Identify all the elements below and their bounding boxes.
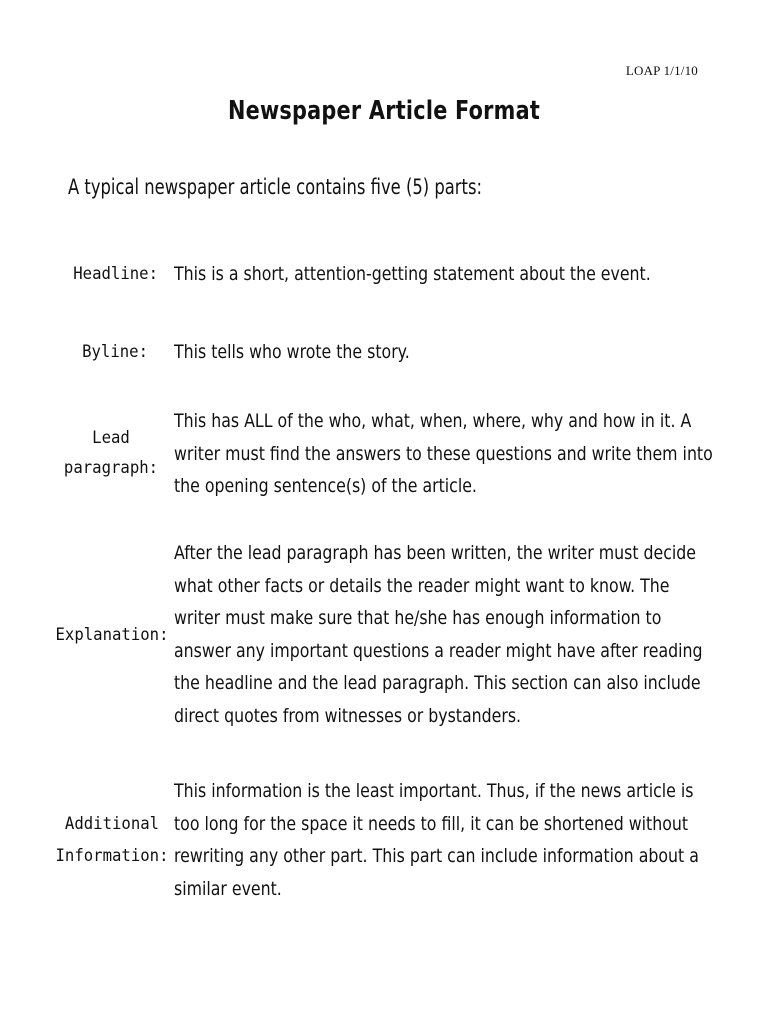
term-lead-line1: Lead: [92, 428, 130, 448]
term-byline: Byline:: [82, 342, 148, 362]
term-lead-line2: paragraph:: [63, 458, 159, 478]
term-headline: Headline:: [73, 264, 158, 284]
page-title: Newspaper Article Format: [227, 96, 541, 126]
term-lead-paragraph: [57, 423, 166, 483]
description-additional-information: This information is the least important. Thus, if the news article is too long for the space it needs to fill, it can be shortened without rewriting any other part. This part can include information about a similar event.: [174, 780, 699, 900]
description-explanation: After the lead paragraph has been written, the writer must decide what other facts or details the reader might want to know. The writer must make sure that he/she has enough information to answer any important questions a reader might have after reading the headline and the lead paragraph. This section can also include direct quotes from witnesses or bystanders.: [174, 542, 703, 727]
term-additional-line1: Additional: [64, 814, 160, 834]
intro-text: A typical newspaper article contains five (5) parts:: [68, 175, 482, 199]
description-byline: This tells who wrote the story.: [174, 341, 410, 363]
term-additional-information: [55, 808, 169, 872]
term-explanation: Explanation:: [55, 625, 169, 645]
description-lead-paragraph: This has ALL of the who, what, when, where, why and how in it. A writer must find the answers to these questions and write them into the opening sentence(s) of the article.: [174, 410, 713, 497]
description-headline: This is a short, attention-getting statement about the event.: [174, 263, 651, 285]
document-code: LOAP 1/1/10: [625, 63, 698, 78]
term-additional-line2: Information:: [55, 846, 169, 866]
